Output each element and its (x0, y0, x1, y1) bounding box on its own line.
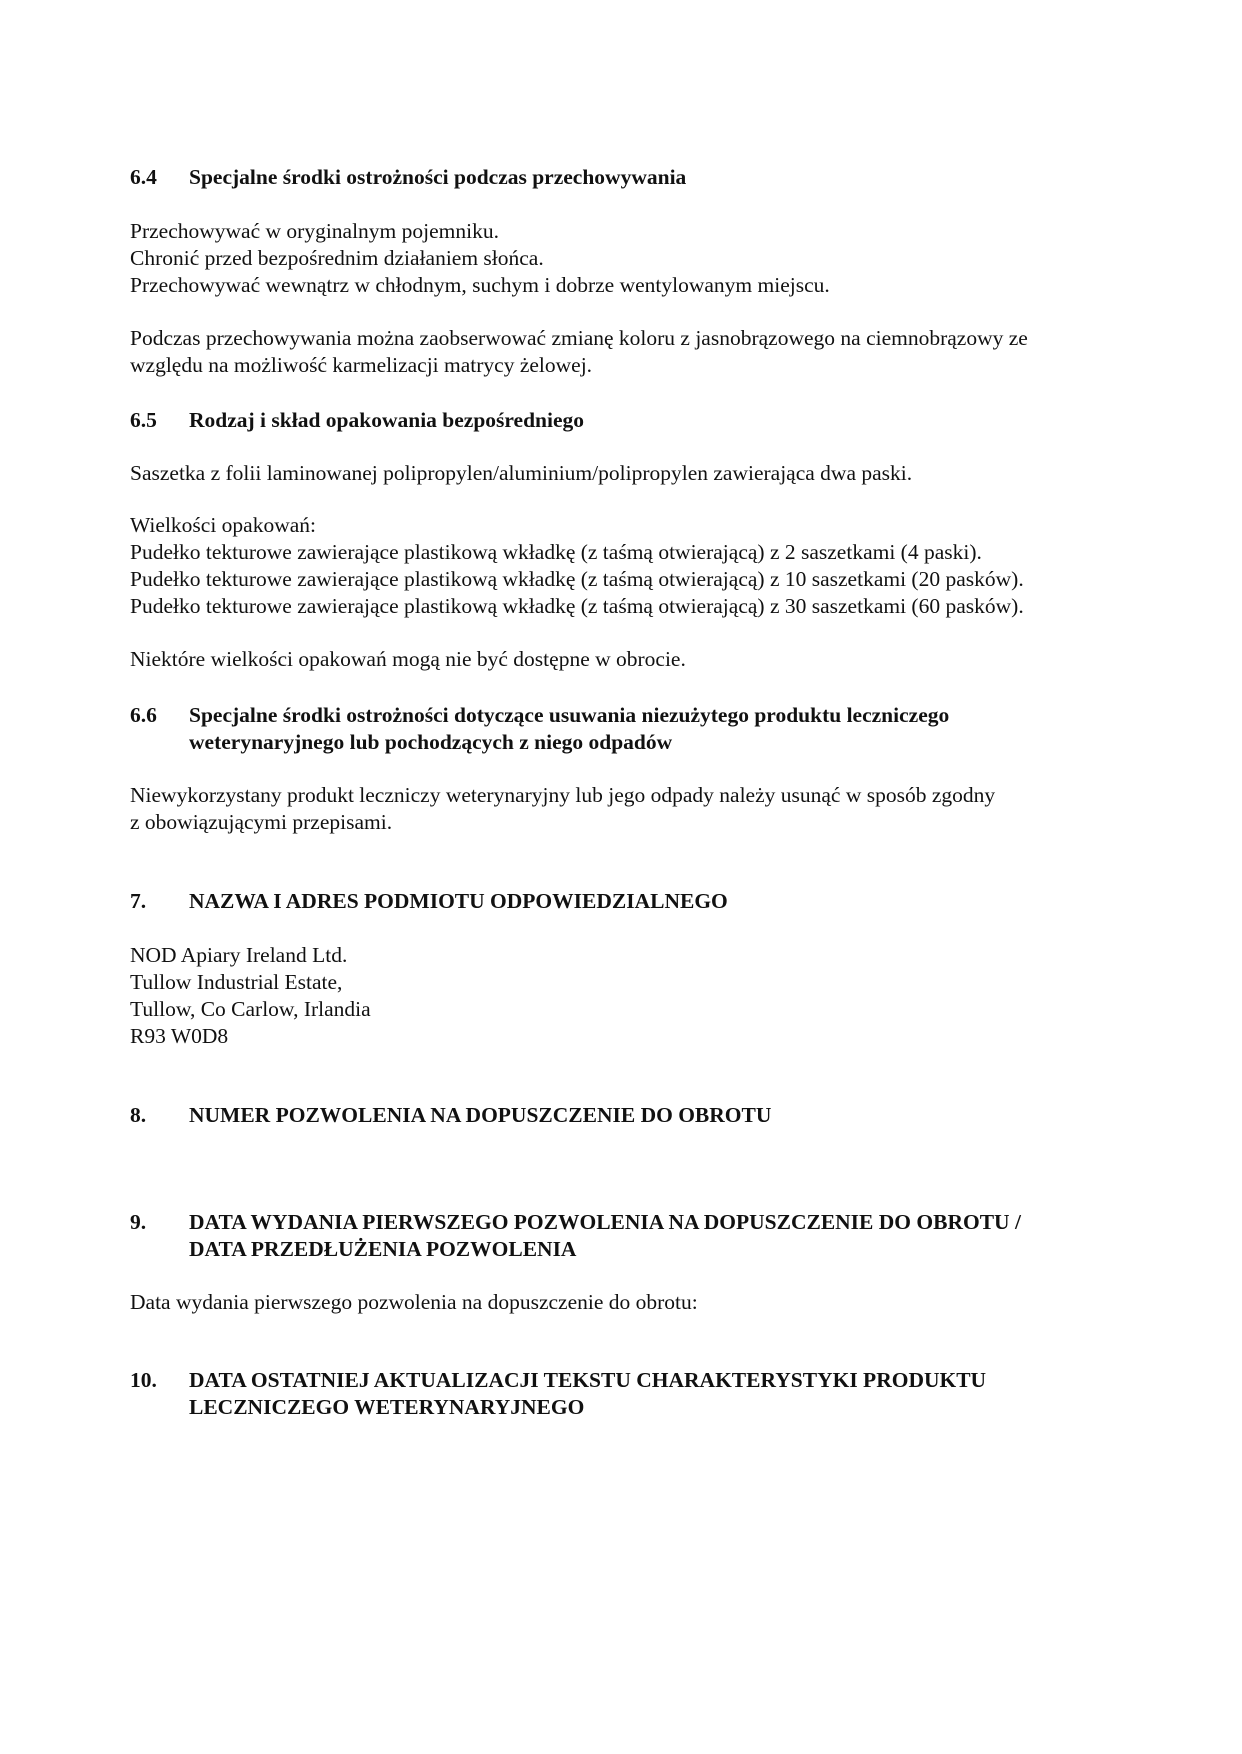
section-title: DATA OSTATNIEJ AKTUALIZACJI TEKSTU CHARAKTERYSTYKI PRODUKTU (189, 1368, 987, 1392)
text-line: Tullow Industrial Estate, (130, 970, 343, 994)
text-line: Przechowywać wewnątrz w chłodnym, suchym i dobrze wentylowanym miejscu. (130, 273, 830, 297)
paragraph (130, 782, 995, 836)
text-line: Podczas przechowywania można zaobserwować zmianę koloru z jasnobrązowego na ciemnobrązowy ze (130, 326, 1028, 350)
text-line: względu na możliwość karmelizacji matrycy żelowej. (130, 353, 593, 377)
text-line: Wielkości opakowań: (130, 513, 317, 537)
section-title: LECZNICZEGO WETERYNARYJNEGO (189, 1395, 585, 1419)
section-title: Specjalne środki ostrożności podczas przechowywania (189, 165, 687, 189)
text-line: R93 W0D8 (130, 1024, 229, 1048)
text-line: Pudełko tekturowe zawierające plastikową wkładkę (z taśmą otwierającą) z 30 saszetkami (60 pasków). (130, 594, 1024, 618)
section-title: NAZWA I ADRES PODMIOTU ODPOWIEDZIALNEGO (189, 889, 728, 913)
section-number: 8. (130, 1103, 147, 1127)
text-line: Pudełko tekturowe zawierające plastikową wkładkę (z taśmą otwierającą) z 2 saszetkami (4 paski). (130, 540, 982, 564)
section-number: 6.4 (130, 165, 157, 189)
text-line: Saszetka z folii laminowanej polipropylen/aluminium/polipropylen zawierająca dwa paski. (130, 461, 913, 485)
section-title: Specjalne środki ostrożności dotyczące usuwania niezużytego produktu leczniczego (189, 703, 950, 727)
section-number: 7. (130, 889, 147, 913)
text-line: Chronić przed bezpośrednim działaniem słońca. (130, 246, 544, 270)
section-title: NUMER POZWOLENIA NA DOPUSZCZENIE DO OBROTU (189, 1103, 772, 1127)
paragraph (130, 512, 1024, 620)
text-line: z obowiązującymi przepisami. (130, 810, 393, 834)
paragraph (130, 1289, 698, 1316)
paragraph (130, 325, 1028, 379)
paragraph (130, 646, 686, 673)
text-line: NOD Apiary Ireland Ltd. (130, 943, 348, 967)
text-line: Niektóre wielkości opakowań mogą nie być dostępne w obrocie. (130, 647, 686, 671)
section-title: weterynaryjnego lub pochodzących z niego odpadów (189, 730, 673, 754)
paragraph (130, 218, 830, 299)
text-line: Przechowywać w oryginalnym pojemniku. (130, 219, 499, 243)
section-title: DATA PRZEDŁUŻENIA POZWOLENIA (189, 1237, 577, 1261)
section-title: DATA WYDANIA PIERWSZEGO POZWOLENIA NA DOPUSZCZENIE DO OBROTU / (189, 1210, 1021, 1234)
section-number: 9. (130, 1210, 147, 1234)
text-line: Pudełko tekturowe zawierające plastikową wkładkę (z taśmą otwierającą) z 10 saszetkami (20 pasków). (130, 567, 1024, 591)
section-number: 10. (130, 1368, 157, 1392)
address (130, 942, 371, 1050)
section-title: Rodzaj i skład opakowania bezpośredniego (189, 408, 585, 432)
text-line: Tullow, Co Carlow, Irlandia (130, 997, 371, 1021)
section-number: 6.6 (130, 703, 157, 727)
text-line: Niewykorzystany produkt leczniczy weterynaryjny lub jego odpady należy usunąć w sposób zgodny (130, 783, 996, 807)
text-line: Data wydania pierwszego pozwolenia na dopuszczenie do obrotu: (130, 1290, 698, 1314)
section-number: 6.5 (130, 408, 157, 432)
paragraph (130, 460, 912, 487)
